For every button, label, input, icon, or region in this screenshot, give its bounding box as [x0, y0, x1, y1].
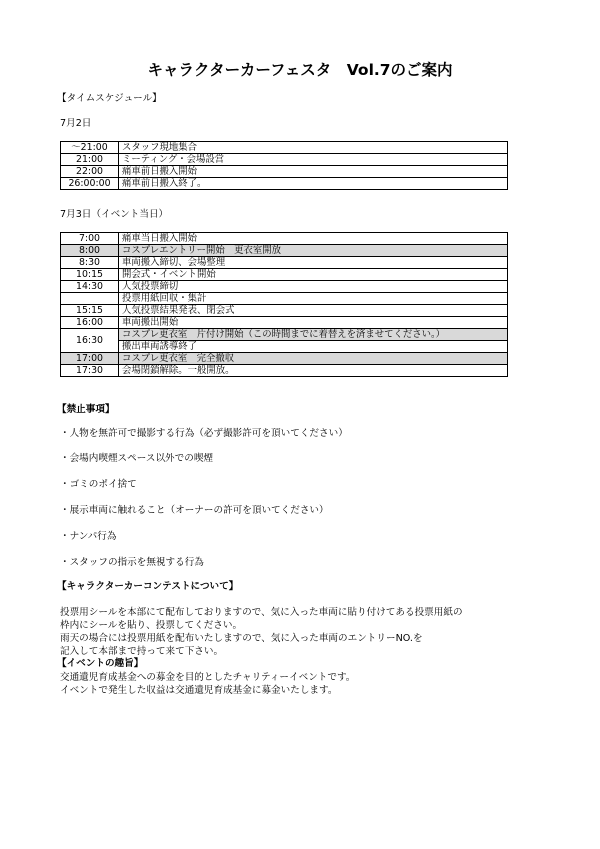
table-row — [61, 353, 508, 365]
schedule-event: 痛車前日搬入終了。 — [119, 178, 508, 190]
schedule-time: ～21:00 — [61, 142, 119, 154]
schedule-time: 16:00 — [61, 317, 119, 329]
schedule-time: 17:00 — [61, 353, 119, 365]
contest-line: 投票用シールを本部にて配布しておりますので、気に入った車両に貼り付けてある投票用紙の — [60, 607, 463, 618]
prohibited-heading: 【禁止事項】 — [57, 404, 115, 415]
purpose-line: 交通遺児育成基金への募金を目的としたチャリティーイベントです。 — [60, 672, 356, 683]
schedule-event: 人気投票締切 — [119, 281, 508, 293]
schedule-time: 8:30 — [61, 257, 119, 269]
schedule-event: 車両搬出開始 — [119, 317, 508, 329]
schedule-heading: 【タイムスケジュール】 — [57, 93, 162, 104]
list-item: ・会場内喫煙スペース以外での喫煙 — [60, 453, 214, 464]
schedule-time: 17:30 — [61, 365, 119, 377]
schedule-event: 開会式・イベント開始 — [119, 269, 508, 281]
schedule-time: 15:15 — [61, 305, 119, 317]
schedule-event: コスプレエントリー開始 更衣室開放 — [119, 245, 508, 257]
schedule-time: 21:00 — [61, 154, 119, 166]
purpose-heading: 【イベントの趣旨】 — [57, 658, 144, 669]
day2-label: 7月3日（イベント当日） — [60, 209, 169, 220]
schedule-time: 16:30 — [61, 329, 119, 353]
table-row — [61, 305, 508, 317]
table-row — [61, 142, 508, 154]
contest-line: 雨天の場合には投票用紙を配布いたしますので、気に入った車両のエントリーNO.を — [60, 633, 423, 644]
table-row — [61, 293, 508, 305]
table-row — [61, 245, 508, 257]
table-row — [61, 178, 508, 190]
table-row — [61, 317, 508, 329]
schedule-time: 8:00 — [61, 245, 119, 257]
table-row — [61, 341, 508, 353]
day1-schedule-table — [60, 141, 508, 190]
list-item: ・展示車両に触れること（オーナーの許可を頂いてください） — [60, 505, 329, 516]
schedule-event: 痛車当日搬入開始 — [119, 233, 508, 245]
schedule-time: 26:00:00 — [61, 178, 119, 190]
schedule-event: スタッフ現地集合 — [119, 142, 508, 154]
list-item: ・スタッフの指示を無視する行為 — [60, 557, 204, 568]
table-row — [61, 233, 508, 245]
table-row — [61, 154, 508, 166]
table-row — [61, 329, 508, 341]
schedule-time: 22:00 — [61, 166, 119, 178]
day2-schedule-table — [60, 232, 508, 377]
schedule-event: ミーティング・会場設営 — [119, 154, 508, 166]
table-row — [61, 365, 508, 377]
schedule-event: コスプレ更衣室 完全撤収 — [119, 353, 508, 365]
schedule-event: 痛車前日搬入開始 — [119, 166, 508, 178]
list-item: ・ナンパ行為 — [60, 531, 117, 542]
schedule-time: 7:00 — [61, 233, 119, 245]
list-item: ・人物を無許可で撮影する行為（必ず撮影許可を頂いてください） — [60, 428, 348, 439]
list-item: ・ゴミのポイ捨て — [60, 479, 137, 490]
contest-heading: 【キャラクターカーコンテストについて】 — [57, 581, 239, 592]
schedule-event: 車両搬入締切、会場整理 — [119, 257, 508, 269]
schedule-event: 投票用紙回収・集計 — [119, 293, 508, 305]
schedule-time — [61, 293, 119, 305]
schedule-time: 10:15 — [61, 269, 119, 281]
schedule-event: 人気投票結果発表、閉会式 — [119, 305, 508, 317]
table-row — [61, 269, 508, 281]
table-row — [61, 166, 508, 178]
schedule-event: コスプレ更衣室 片付け開始（この時間までに着替えを済ませてください。） — [119, 329, 508, 341]
table-row — [61, 257, 508, 269]
schedule-time: 14:30 — [61, 281, 119, 293]
schedule-event: 搬出車両誘導終了 — [119, 341, 508, 353]
schedule-event: 会場閉鎖解除。一般開放。 — [119, 365, 508, 377]
day1-label: 7月2日 — [60, 118, 92, 129]
table-row — [61, 281, 508, 293]
page-title: キャラクターカーフェスタ Vol.7のご案内 — [147, 61, 453, 79]
purpose-line: イベントで発生した収益は交通遺児育成基金に募金いたします。 — [60, 685, 338, 696]
contest-line: 記入して本部まで持って来て下さい。 — [60, 646, 224, 657]
contest-line: 枠内にシールを貼り、投票してください。 — [60, 620, 243, 631]
